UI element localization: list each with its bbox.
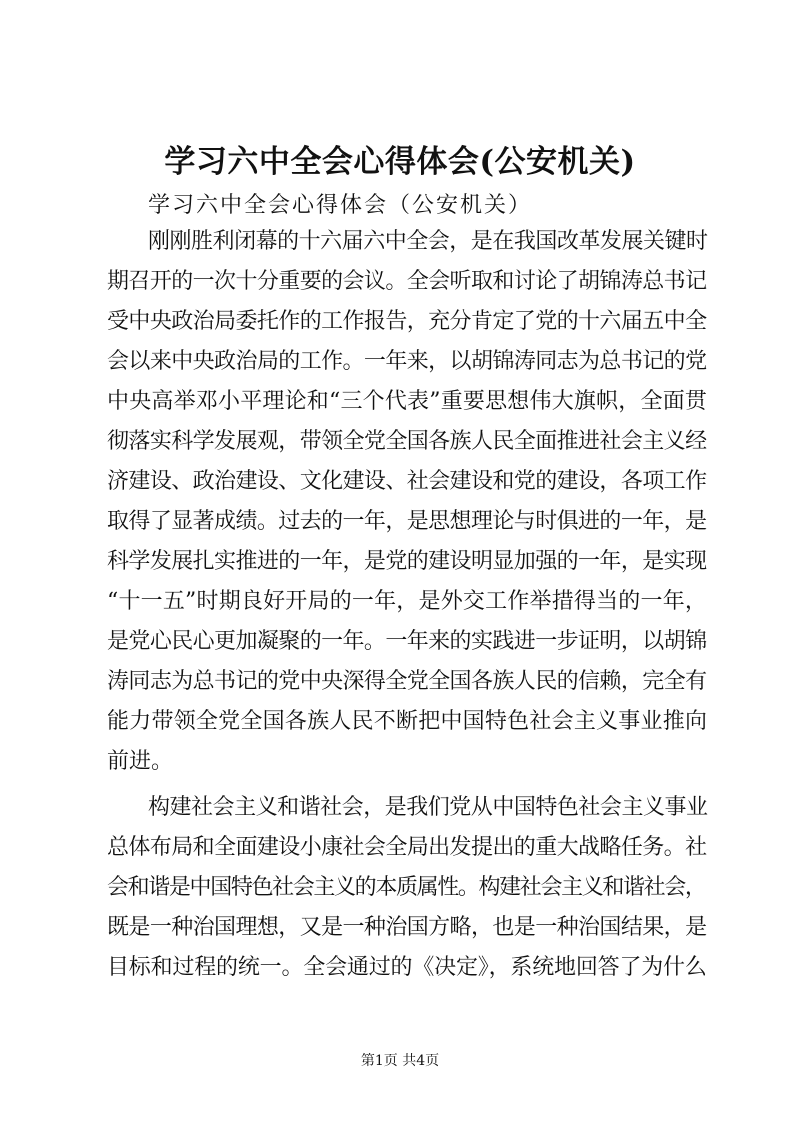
paragraph-line: 目标和过程的统一。全会通过的《决定》，系统地回答了为什么 bbox=[107, 955, 707, 980]
paragraph-line: 构建社会主义和谐社会，是我们党从中国特色社会主义事业 bbox=[148, 795, 708, 820]
paragraph-line: 能力带领全党全国各族人民不断把中国特色社会主义事业推向 bbox=[107, 709, 708, 734]
paragraph-line: 刚刚胜利闭幕的十六届六中全会，是在我国改革发展关键时 bbox=[148, 229, 708, 254]
page-number-footer: 第1页 共4页 bbox=[360, 1053, 440, 1069]
paragraph-line: 期召开的一次十分重要的会议。全会听取和讨论了胡锦涛总书记 bbox=[107, 269, 707, 294]
document-subtitle: 学习六中全会心得体会（公安机关） bbox=[148, 193, 533, 218]
paragraph-line: 中央高举邓小平理论和“三个代表”重要思想伟大旗帜，全面贯 bbox=[107, 389, 708, 414]
paragraph-line: 受中央政治局委托作的工作报告，充分肯定了党的十六届五中全 bbox=[107, 309, 707, 334]
paragraph-line: “十一五”时期良好开局的一年，是外交工作举措得当的一年， bbox=[107, 589, 708, 614]
paragraph-line: 既是一种治国理想，又是一种治国方略，也是一种治国结果，是 bbox=[107, 915, 707, 940]
paragraph-line: 济建设、政治建设、文化建设、社会建设和党的建设，各项工作 bbox=[107, 469, 707, 494]
document-title: 学习六中全会心得体会(公安机关) bbox=[164, 144, 636, 180]
paragraph-line: 总体布局和全面建设小康社会全局出发提出的重大战略任务。社 bbox=[107, 835, 707, 860]
paragraph-line: 前进。 bbox=[107, 749, 174, 774]
paragraph-line: 会以来中央政治局的工作。一年来，以胡锦涛同志为总书记的党 bbox=[107, 349, 707, 374]
paragraph-line: 是党心民心更加凝聚的一年。一年来的实践进一步证明，以胡锦 bbox=[107, 629, 707, 654]
paragraph-line: 取得了显著成绩。过去的一年，是思想理论与时俱进的一年，是 bbox=[107, 509, 707, 534]
paragraph-line: 会和谐是中国特色社会主义的本质属性。构建社会主义和谐社会， bbox=[107, 875, 706, 900]
paragraph-line: 涛同志为总书记的党中央深得全党全国各族人民的信赖，完全有 bbox=[107, 669, 707, 694]
paragraph-line: 彻落实科学发展观，带领全党全国各族人民全面推进社会主义经 bbox=[107, 429, 707, 454]
paragraph-line: 科学发展扎实推进的一年，是党的建设明显加强的一年，是实现 bbox=[107, 549, 707, 574]
